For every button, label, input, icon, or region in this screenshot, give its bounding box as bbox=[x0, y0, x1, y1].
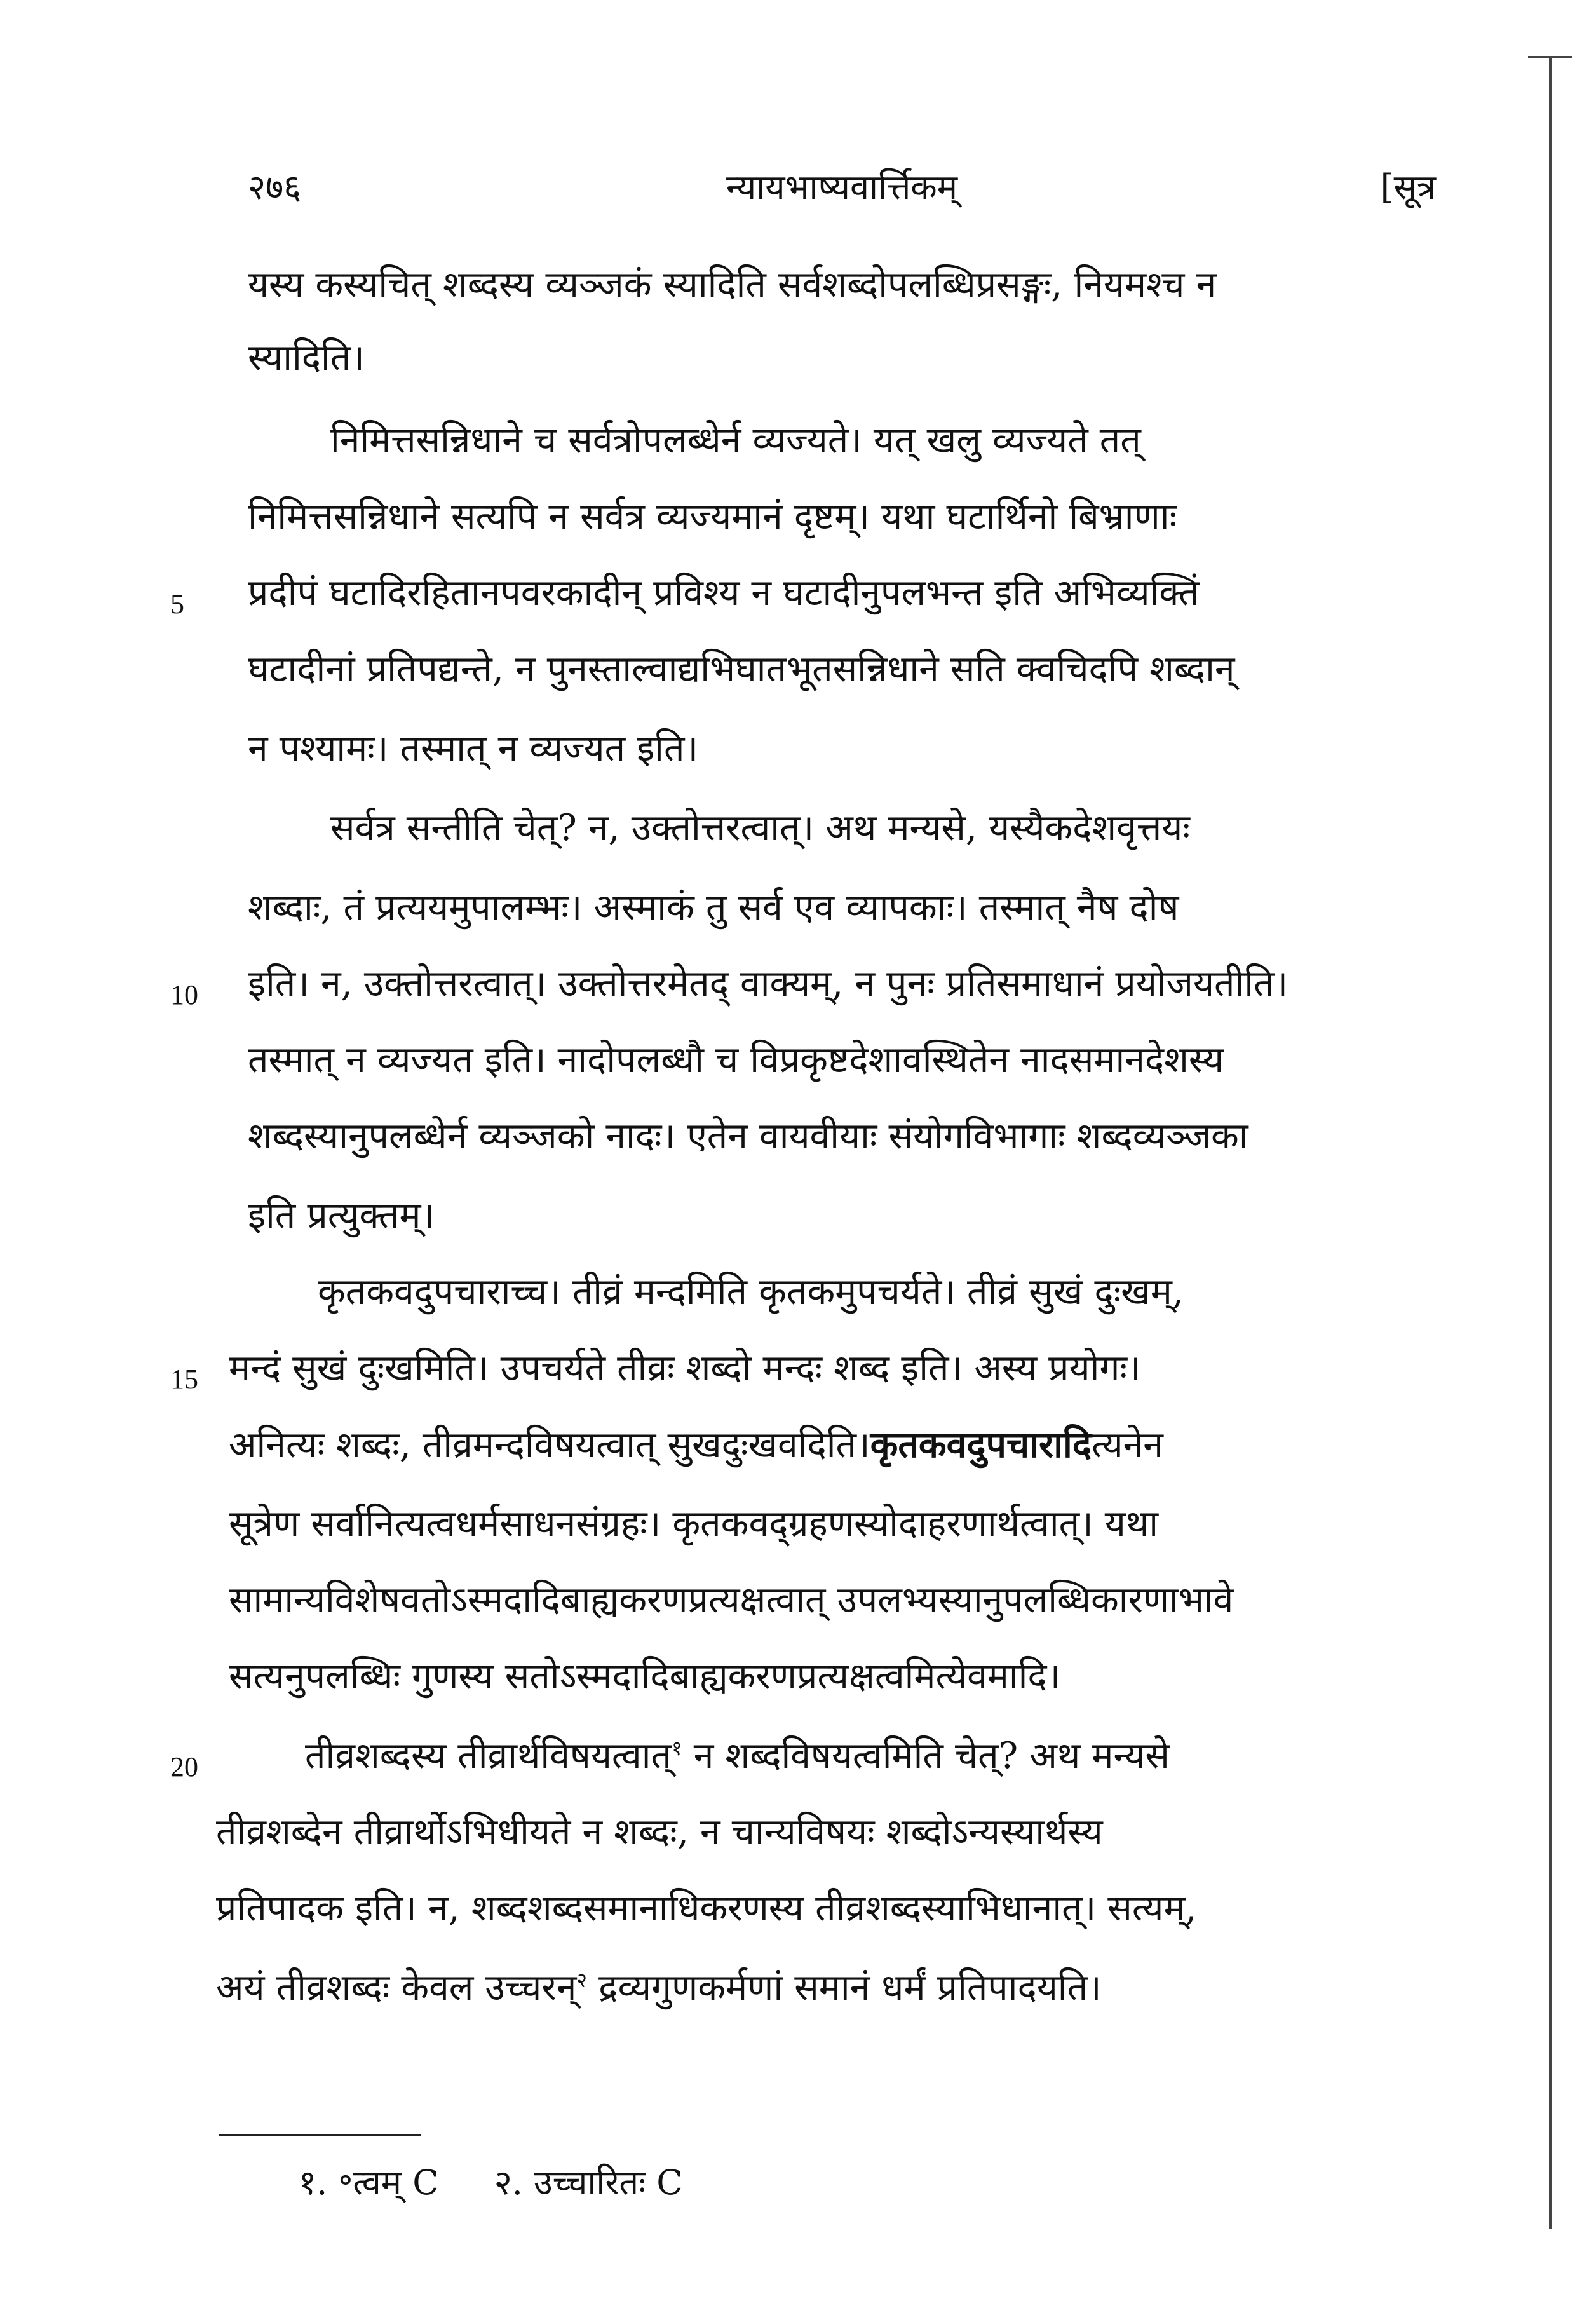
text-line bbox=[229, 1423, 1163, 1466]
footnote-ref: १ bbox=[671, 1736, 682, 1760]
text-segment: अयं तीव्रशब्दः केवल उच्चरन् bbox=[216, 1967, 577, 2009]
text-line: स्यादिति। bbox=[248, 337, 365, 379]
text-line: निमित्तसन्निधाने च सर्वत्रोपलब्धेर्न व्यज्यते। यत् खलु व्यज्यते तत् bbox=[330, 419, 1141, 461]
footnote-rule bbox=[219, 2134, 421, 2136]
text-line: इति प्रत्युक्तम्। bbox=[248, 1195, 435, 1237]
line-number: 10 bbox=[170, 979, 198, 1010]
line-number: 5 bbox=[170, 588, 184, 620]
text-line: शब्दस्यानुपलब्धेर्न व्यञ्जको नादः। एतेन वायवीयाः संयोगविभागाः शब्दव्यञ्जका bbox=[248, 1115, 1248, 1157]
text-line: यस्य कस्यचित् शब्दस्य व्यञ्जकं स्यादिति सर्वशब्दोपलब्धिप्रसङ्गः, नियमश्च न bbox=[248, 264, 1217, 306]
text-segment: अनित्यः शब्दः, तीव्रमन्दविषयत्वात् सुखदुःखवदिति। bbox=[229, 1424, 870, 1466]
text-line: न पश्यामः। तस्मात् न व्यज्यत इति। bbox=[248, 728, 699, 770]
text-segment: तीव्रशब्दस्य तीव्रार्थविषयत्वात् bbox=[305, 1735, 672, 1777]
text-line: प्रतिपादक इति। न, शब्दशब्दसमानाधिकरणस्य तीव्रशब्दस्याभिधानात्। सत्यम्, bbox=[216, 1887, 1197, 1929]
text-line: तीव्रशब्देन तीव्रार्थोऽभिधीयते न शब्दः, न चान्यविषयः शब्दोऽन्यस्यार्थस्य bbox=[216, 1811, 1103, 1853]
text-line: सत्यनुपलब्धिः गुणस्य सतोऽस्मदादिबाह्यकरणप्रत्यक्षत्वमित्येवमादि। bbox=[229, 1655, 1061, 1697]
text-segment: त्यनेन bbox=[1092, 1424, 1163, 1466]
running-header bbox=[248, 162, 1436, 219]
text-line: कृतकवदुपचाराच्च। तीव्रं मन्दमिति कृतकमुपचर्यते। तीव्रं सुखं दुःखम्, bbox=[318, 1271, 1184, 1313]
text-segment: द्रव्यगुणकर्मणां समानं धर्मं प्रतिपादयति। bbox=[587, 1967, 1102, 2009]
section-marker: [सूत्र bbox=[1380, 167, 1436, 207]
text-line bbox=[305, 1735, 1170, 1777]
binding-edge-line bbox=[1549, 56, 1552, 2229]
footnote: १. ॰त्वम् C bbox=[299, 2162, 439, 2203]
footnote-ref: २ bbox=[576, 1968, 588, 1992]
text-segment: न शब्दविषयत्वमिति चेत्? अथ मन्यसे bbox=[682, 1735, 1170, 1777]
running-title: न्यायभाष्यवार्त्तिकम् bbox=[726, 167, 958, 207]
text-line: मन्दं सुखं दुःखमिति। उपचर्यते तीव्रः शब्दो मन्दः शब्द इति। अस्य प्रयोगः। bbox=[229, 1347, 1141, 1389]
text-line: सामान्यविशेषवतोऽस्मदादिबाह्यकरणप्रत्यक्षत्वात् उपलभ्यस्यानुपलब्धिकारणाभावे bbox=[229, 1579, 1234, 1621]
text-line bbox=[216, 1967, 1102, 2009]
sutra-quote-bold: कृतकवदुपचारादि bbox=[870, 1423, 1092, 1466]
text-line: निमित्तसन्निधाने सत्यपि न सर्वत्र व्यज्यमानं दृष्टम्। यथा घटार्थिनो बिभ्राणाः bbox=[248, 496, 1177, 538]
text-line: सूत्रेण सर्वानित्यत्वधर्मसाधनसंग्रहः। कृतकवद्ग्रहणस्योदाहरणार्थत्वात्। यथा bbox=[229, 1503, 1159, 1545]
text-line: शब्दाः, तं प्रत्ययमुपालम्भः। अस्माकं तु सर्व एव व्यापकाः। तस्मात् नैष दोष bbox=[248, 886, 1179, 928]
line-number: 20 bbox=[170, 1751, 198, 1782]
footnotes bbox=[299, 2157, 727, 2204]
footnote: २. उच्चारितः C bbox=[494, 2162, 683, 2203]
text-line: इति। न, उक्तोत्तरत्वात्। उक्तोत्तरमेतद् वाक्यम्, न पुनः प्रतिसमाधानं प्रयोजयतीति। bbox=[248, 963, 1288, 1005]
text-line: सर्वत्र सन्तीति चेत्? न, उक्तोत्तरत्वात्। अथ मन्यसे, यस्यैकदेशवृत्तयः bbox=[330, 807, 1190, 849]
text-line: तस्मात् न व्यज्यत इति। नादोपलब्धौ च विप्रकृष्टदेशावस्थितेन नादसमानदेशस्य bbox=[248, 1039, 1224, 1081]
binding-edge-tick bbox=[1528, 56, 1572, 58]
text-line: प्रदीपं घटादिरहितानपवरकादीन् प्रविश्य न घटादीनुपलभन्त इति अभिव्यक्तिं bbox=[248, 572, 1200, 614]
page-number: २७६ bbox=[248, 167, 302, 207]
line-number: 15 bbox=[170, 1364, 198, 1395]
text-line: घटादीनां प्रतिपद्यन्ते, न पुनस्ताल्वाद्यभिघातभूतसन्निधाने सति क्वचिदपि शब्दान् bbox=[248, 648, 1235, 690]
